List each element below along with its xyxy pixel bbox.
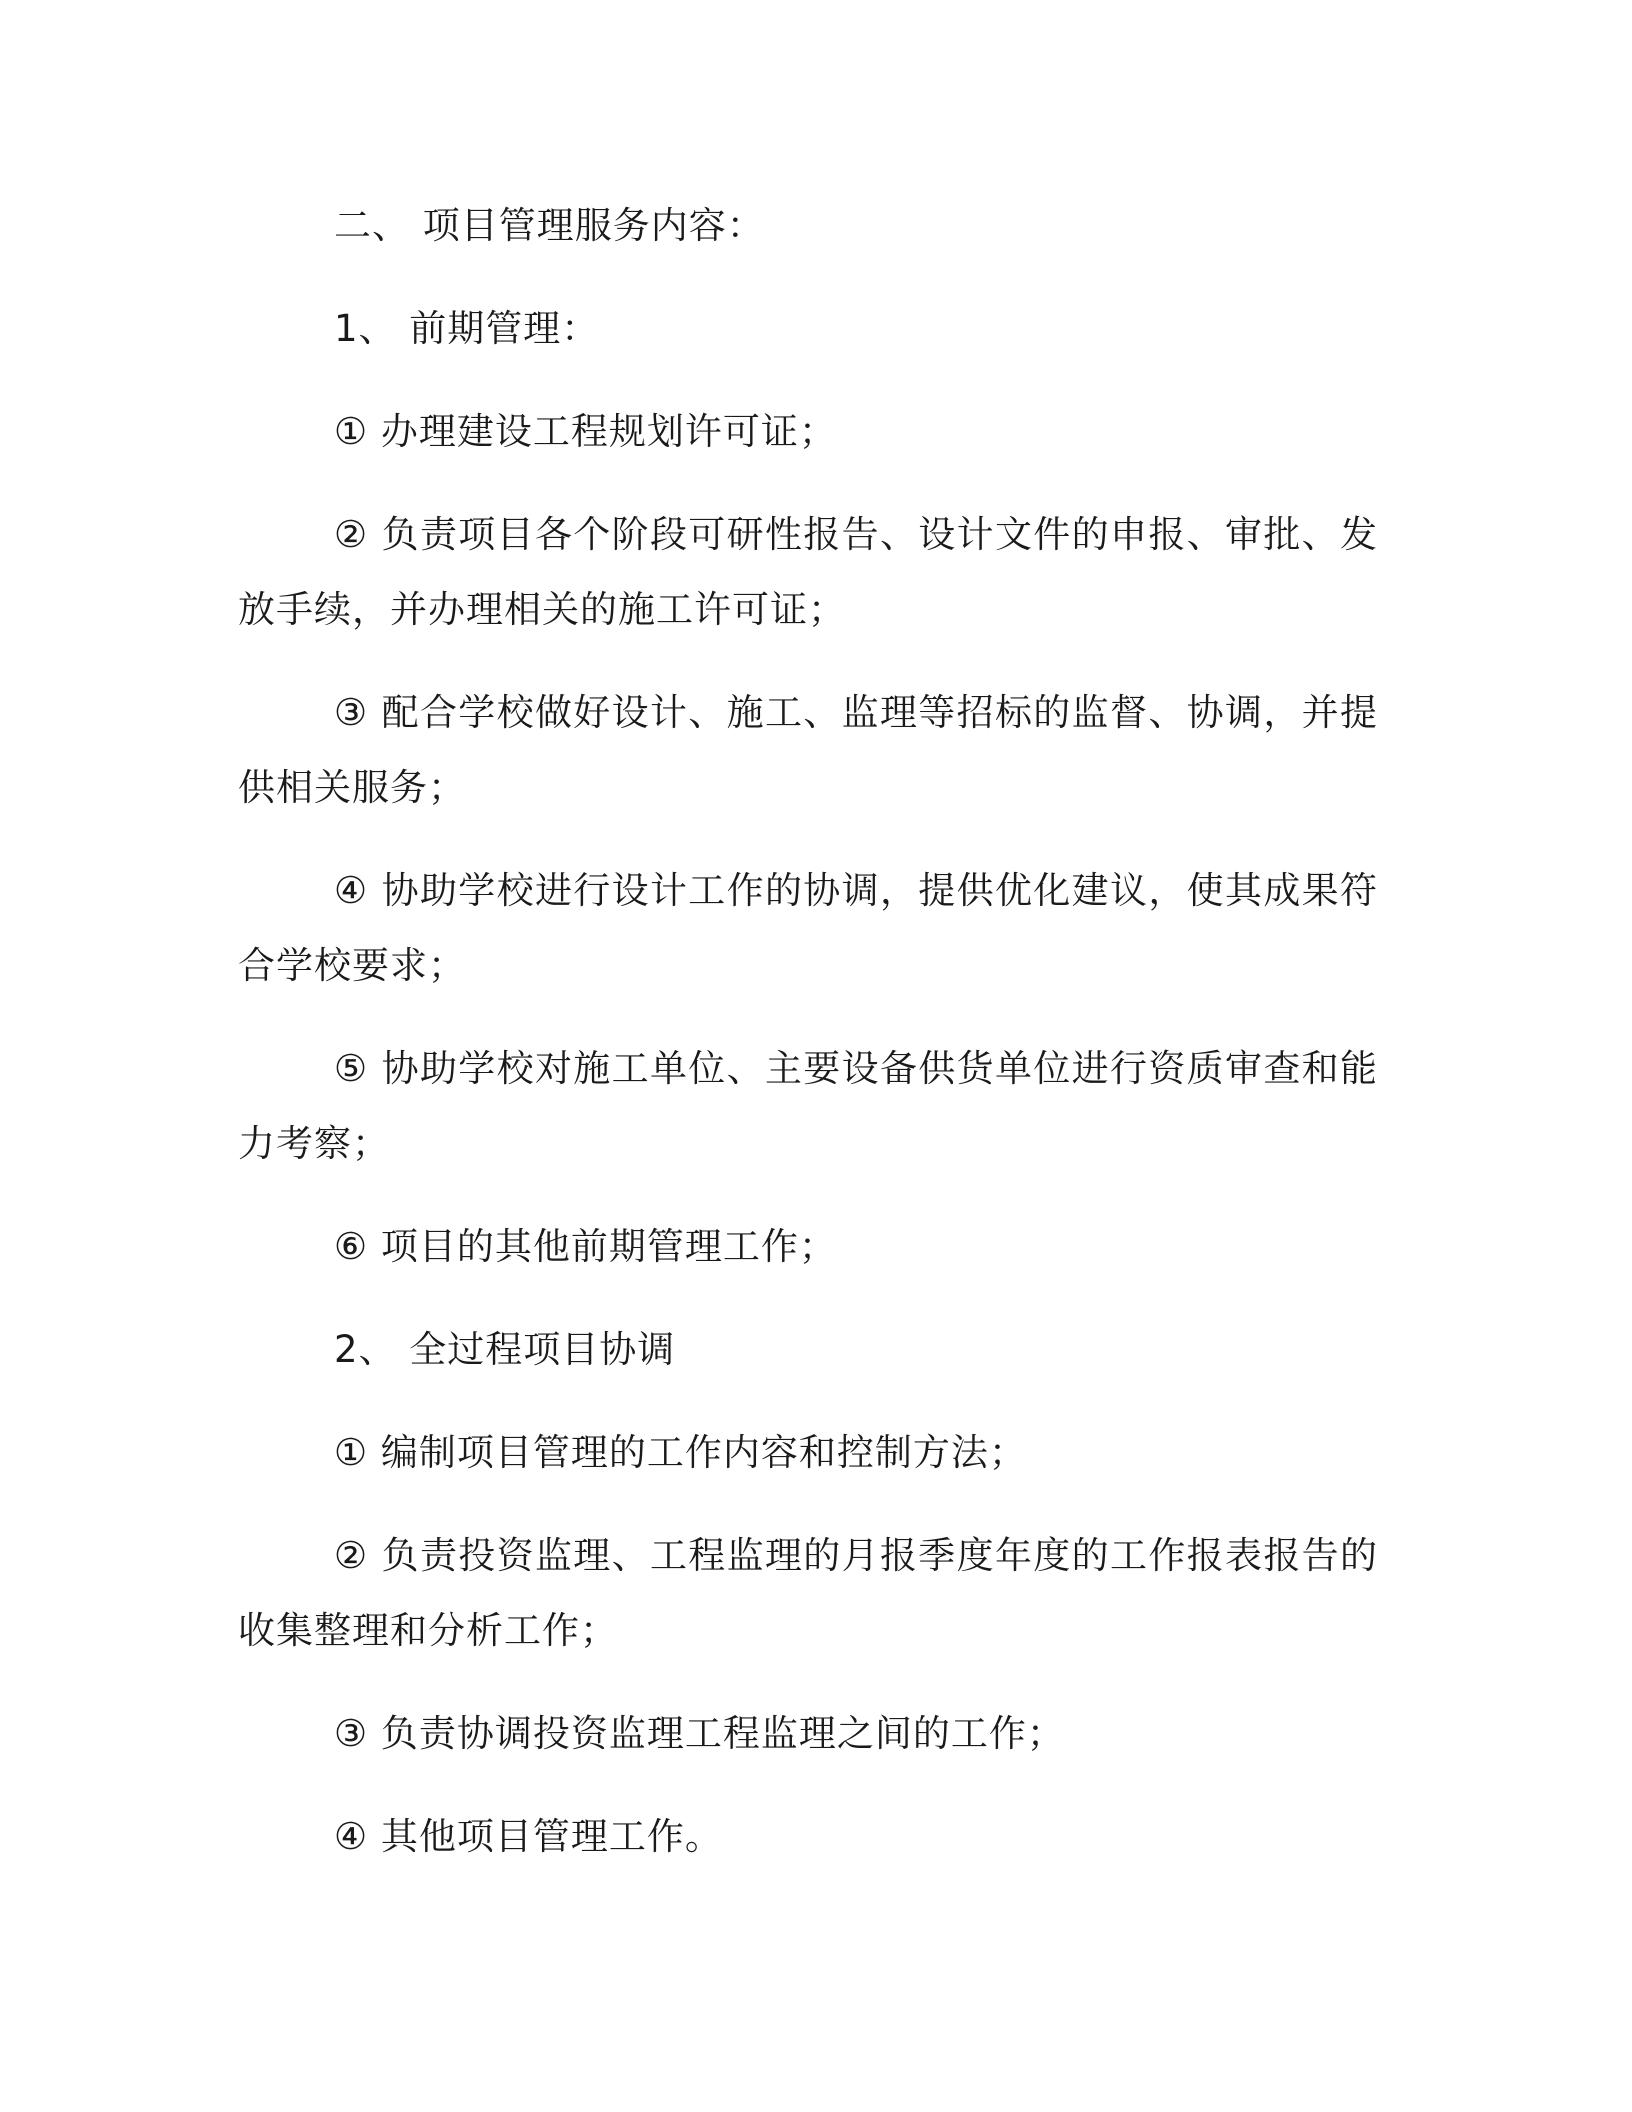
document-body bbox=[238, 188, 1378, 1902]
list-item: ④ 协助学校进行设计工作的协调，提供优化建议，使其成果符合学校要求； bbox=[238, 869, 1378, 987]
list-item: ② 负责项目各个阶段可研性报告、设计文件的申报、审批、发放手续，并办理相关的施工许可证； bbox=[238, 513, 1378, 631]
list-item: ⑥ 项目的其他前期管理工作； bbox=[334, 1225, 837, 1268]
list-item: ③ 配合学校做好设计、施工、监理等招标的监督、协调，并提供相关服务； bbox=[238, 691, 1378, 809]
list-item: ③ 负责协调投资监理工程监理之间的工作； bbox=[334, 1712, 1065, 1755]
subsection-heading-preliminary-management: 1、 前期管理： bbox=[334, 307, 600, 350]
list-item: ④ 其他项目管理工作。 bbox=[334, 1815, 723, 1858]
list-item: ① 编制项目管理的工作内容和控制方法； bbox=[334, 1431, 1027, 1474]
list-item: ⑤ 协助学校对施工单位、主要设备供货单位进行资质审查和能力考察； bbox=[238, 1047, 1378, 1165]
list-item: ① 办理建设工程规划许可证； bbox=[334, 410, 837, 453]
subsection-heading-coordination: 2、 全过程项目协调 bbox=[334, 1328, 676, 1371]
list-item: ② 负责投资监理、工程监理的月报季度年度的工作报表报告的收集整理和分析工作； bbox=[238, 1534, 1378, 1652]
section-heading: 二、 项目管理服务内容： bbox=[334, 204, 765, 247]
